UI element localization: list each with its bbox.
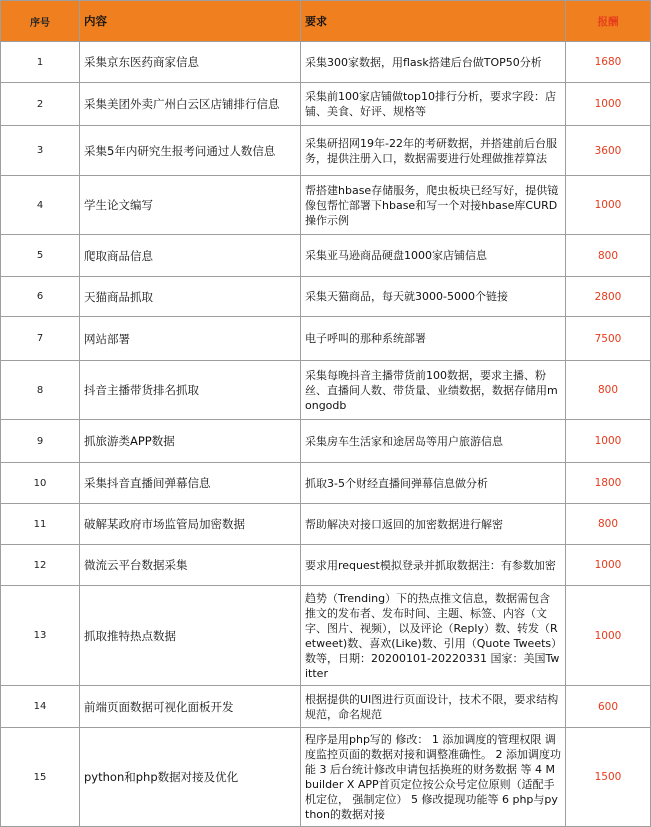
row-requirement: 帮搭建hbase存储服务，爬虫板块已经写好，提供镜像包帮忙部署下hbase和写一个对接hbase库CURD操作示例 <box>301 176 566 235</box>
row-requirement: 趋势（Trending）下的热点推文信息，数据需包含推文的发布者、发布时间、主题、标签、内容（文字、图片、视频），以及评论（Reply）数、转发（Retweet)数、喜欢(Like)数、引用（Quote Tweets）数等，日期：20200101-20220331 国家：美国Twitter <box>301 586 566 686</box>
row-requirement: 采集天猫商品，每天就3000-5000个链接 <box>301 277 566 317</box>
row-no: 15 <box>1 728 80 827</box>
row-no: 14 <box>1 686 80 728</box>
row-requirement: 采集前100家店铺做top10排行分析，要求字段：店铺、美食、好评、规格等 <box>301 83 566 126</box>
table-row <box>1 126 651 176</box>
row-price: 2800 <box>566 277 651 317</box>
table-row <box>1 83 651 126</box>
row-no: 5 <box>1 235 80 277</box>
row-no: 1 <box>1 42 80 83</box>
header-row <box>1 1 651 42</box>
header-price: 报酬 <box>566 1 651 42</box>
row-requirement: 采集300家数据，用flask搭建后台做TOP50分析 <box>301 42 566 83</box>
row-price: 800 <box>566 504 651 545</box>
row-no: 12 <box>1 545 80 586</box>
row-no: 8 <box>1 361 80 420</box>
table-row <box>1 504 651 545</box>
table-row <box>1 686 651 728</box>
table-row <box>1 277 651 317</box>
row-price: 1000 <box>566 586 651 686</box>
row-price: 7500 <box>566 317 651 361</box>
row-content: 采集5年内研究生报考问通过人数信息 <box>80 126 301 176</box>
row-content: 抓旅游类APP数据 <box>80 420 301 463</box>
row-content: 微流云平台数据采集 <box>80 545 301 586</box>
row-requirement: 电子呼叫的那种系统部署 <box>301 317 566 361</box>
row-content: 抓取推特热点数据 <box>80 586 301 686</box>
table-row <box>1 42 651 83</box>
row-requirement: 采集研招网19年-22年的考研数据，并搭建前后台服务，提供注册入口，数据需要进行处理做推荐算法 <box>301 126 566 176</box>
table-row <box>1 317 651 361</box>
row-requirement: 采集每晚抖音主播带货前100数据，要求主播、粉丝、直播间人数、带货量、业绩数据，数据存储用mongodb <box>301 361 566 420</box>
row-price: 1500 <box>566 728 651 827</box>
row-content: 采集京东医药商家信息 <box>80 42 301 83</box>
row-no: 9 <box>1 420 80 463</box>
header-no: 序号 <box>1 1 80 42</box>
row-no: 11 <box>1 504 80 545</box>
row-no: 6 <box>1 277 80 317</box>
row-no: 13 <box>1 586 80 686</box>
row-price: 1000 <box>566 420 651 463</box>
row-price: 1000 <box>566 545 651 586</box>
row-no: 4 <box>1 176 80 235</box>
table-row <box>1 545 651 586</box>
row-price: 3600 <box>566 126 651 176</box>
table-row <box>1 420 651 463</box>
row-price: 1800 <box>566 463 651 504</box>
row-requirement: 采集房车生活家和途居岛等用户旅游信息 <box>301 420 566 463</box>
row-no: 3 <box>1 126 80 176</box>
row-content: 破解某政府市场监管局加密数据 <box>80 504 301 545</box>
row-price: 800 <box>566 235 651 277</box>
row-requirement: 程序是用php写的 修改： 1 添加调度的管理权限 调度监控页面的数据对接和调整准确性。 2 添加调度功能 3 后台统计修改申请包括换班的财务数据 等 4 Mbuilder X APP首页定位按公众号定位原则（适配手机定位， 强制定位） 5 修改提现功能等 6 php与python的数据对接 <box>301 728 566 827</box>
row-requirement: 帮助解决对接口返回的加密数据进行解密 <box>301 504 566 545</box>
row-content: 前端页面数据可视化面板开发 <box>80 686 301 728</box>
row-price: 1000 <box>566 83 651 126</box>
row-content: 天猫商品抓取 <box>80 277 301 317</box>
table-row <box>1 361 651 420</box>
table-row <box>1 586 651 686</box>
row-content: 采集抖音直播间弹幕信息 <box>80 463 301 504</box>
row-no: 10 <box>1 463 80 504</box>
table-row <box>1 728 651 827</box>
header-requirement: 要求 <box>301 1 566 42</box>
row-no: 2 <box>1 83 80 126</box>
row-content: 采集美团外卖广州白云区店铺排行信息 <box>80 83 301 126</box>
table-row <box>1 235 651 277</box>
row-requirement: 抓取3-5个财经直播间弹幕信息做分析 <box>301 463 566 504</box>
row-requirement: 根据提供的UI图进行页面设计，技术不限，要求结构规范，命名规范 <box>301 686 566 728</box>
row-no: 7 <box>1 317 80 361</box>
row-requirement: 采集亚马逊商品硬盘1000家店铺信息 <box>301 235 566 277</box>
row-requirement: 要求用request模拟登录并抓取数据注：有参数加密 <box>301 545 566 586</box>
row-content: 抖音主播带货排名抓取 <box>80 361 301 420</box>
table-row <box>1 176 651 235</box>
row-price: 800 <box>566 361 651 420</box>
table-row <box>1 463 651 504</box>
header-content: 内容 <box>80 1 301 42</box>
row-price: 600 <box>566 686 651 728</box>
row-content: 爬取商品信息 <box>80 235 301 277</box>
row-content: 网站部署 <box>80 317 301 361</box>
row-price: 1000 <box>566 176 651 235</box>
row-content: python和php数据对接及优化 <box>80 728 301 827</box>
row-content: 学生论文编写 <box>80 176 301 235</box>
row-price: 1680 <box>566 42 651 83</box>
